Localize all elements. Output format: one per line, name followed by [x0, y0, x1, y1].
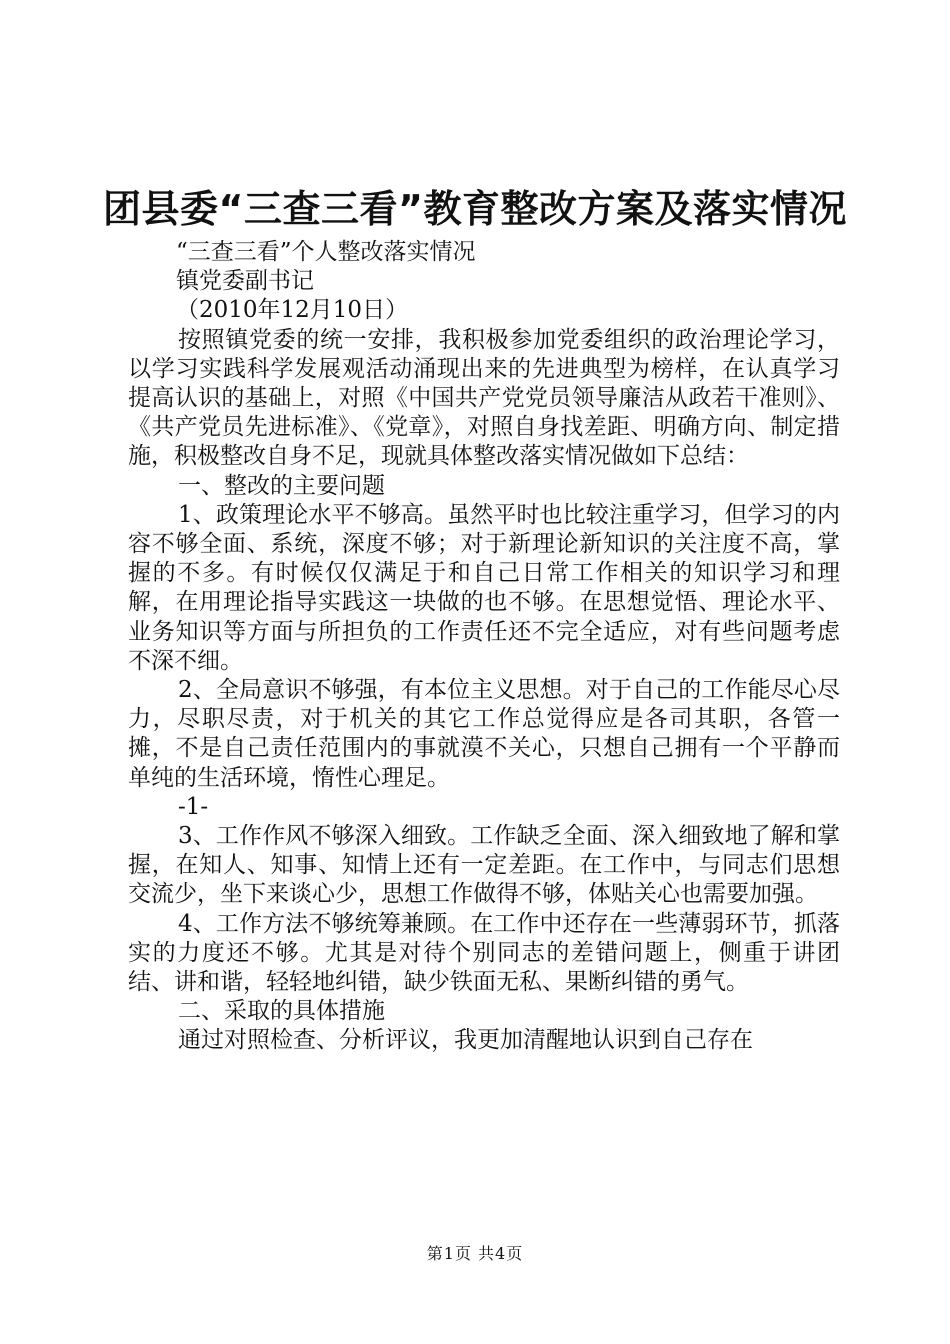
document-title: 团县委“三查三看”教育整改方案及落实情况 — [103, 187, 847, 231]
measures-paragraph: 通过对照检查、分析评议，我更加清醒地认识到自己存在 — [178, 1027, 753, 1054]
section-heading-problems: 一、整改的主要问题 — [178, 472, 385, 499]
intro-paragraph: 按照镇党委的统一安排，我积极参加党委组织的政治理论学习，以学习实践科学发展观活动涌现出来的先进典型为榜样，在认真学习提高认识的基础上，对照《中国共产党党员领导廉洁从政若干准则》、《共产党员先进标准》、《党章》，对照自身找差距、明确方向、制定措施，积极整改自身不足，现就具体整改落实情况做如下总结： — [128, 326, 840, 470]
page-number-footer: 第1页 共4页 — [426, 1244, 524, 1263]
inline-page-marker: -1- — [178, 793, 209, 820]
problem-paragraph-3: 3、工作作风不够深入细致。工作缺乏全面、深入细致地了解和掌握，在知人、知事、知情上还有一定差距。在工作中，与同志们思想交流少，坐下来谈心少，思想工作做得不够，体贴关心也需要加强。 — [128, 823, 840, 908]
author-role: 镇党委副书记 — [176, 268, 314, 295]
document-subtitle: “三查三看”个人整改落实情况 — [176, 239, 476, 265]
section-heading-measures: 二、采取的具体措施 — [178, 998, 385, 1025]
problem-paragraph-4: 4、工作方法不够统筹兼顾。在工作中还存在一些薄弱环节，抓落实的力度还不够。尤其是对待个别同志的差错问题上，侧重于讲团结、讲和谐，轻轻地纠错，缺少铁面无私、果断纠错的勇气。 — [128, 910, 840, 996]
problem-paragraph-2: 2、全局意识不够强，有本位主义思想。对于自己的工作能尽心尽力，尽职尽责，对于机关的其它工作总觉得应是各司其职，各管一摊，不是自己责任范围内的事就漠不关心，只想自己拥有一个平静而单纯的生活环境，惰性心理足。 — [128, 677, 840, 791]
document-date: （2010年12月10日） — [176, 297, 409, 324]
problem-paragraph-1: 1、政策理论水平不够高。虽然平时也比较注重学习，但学习的内容不够全面、系统，深度不够；对于新理论新知识的关注度不高，掌握的不多。有时候仅仅满足于和自己日常工作相关的知识学习和理解，在用理论指导实践这一块做的也不够。在思想觉悟、理论水平、业务知识等方面与所担负的工作责任还不完全适应，对有些问题考虑不深不细。 — [128, 501, 840, 674]
document-body — [128, 238, 840, 1056]
